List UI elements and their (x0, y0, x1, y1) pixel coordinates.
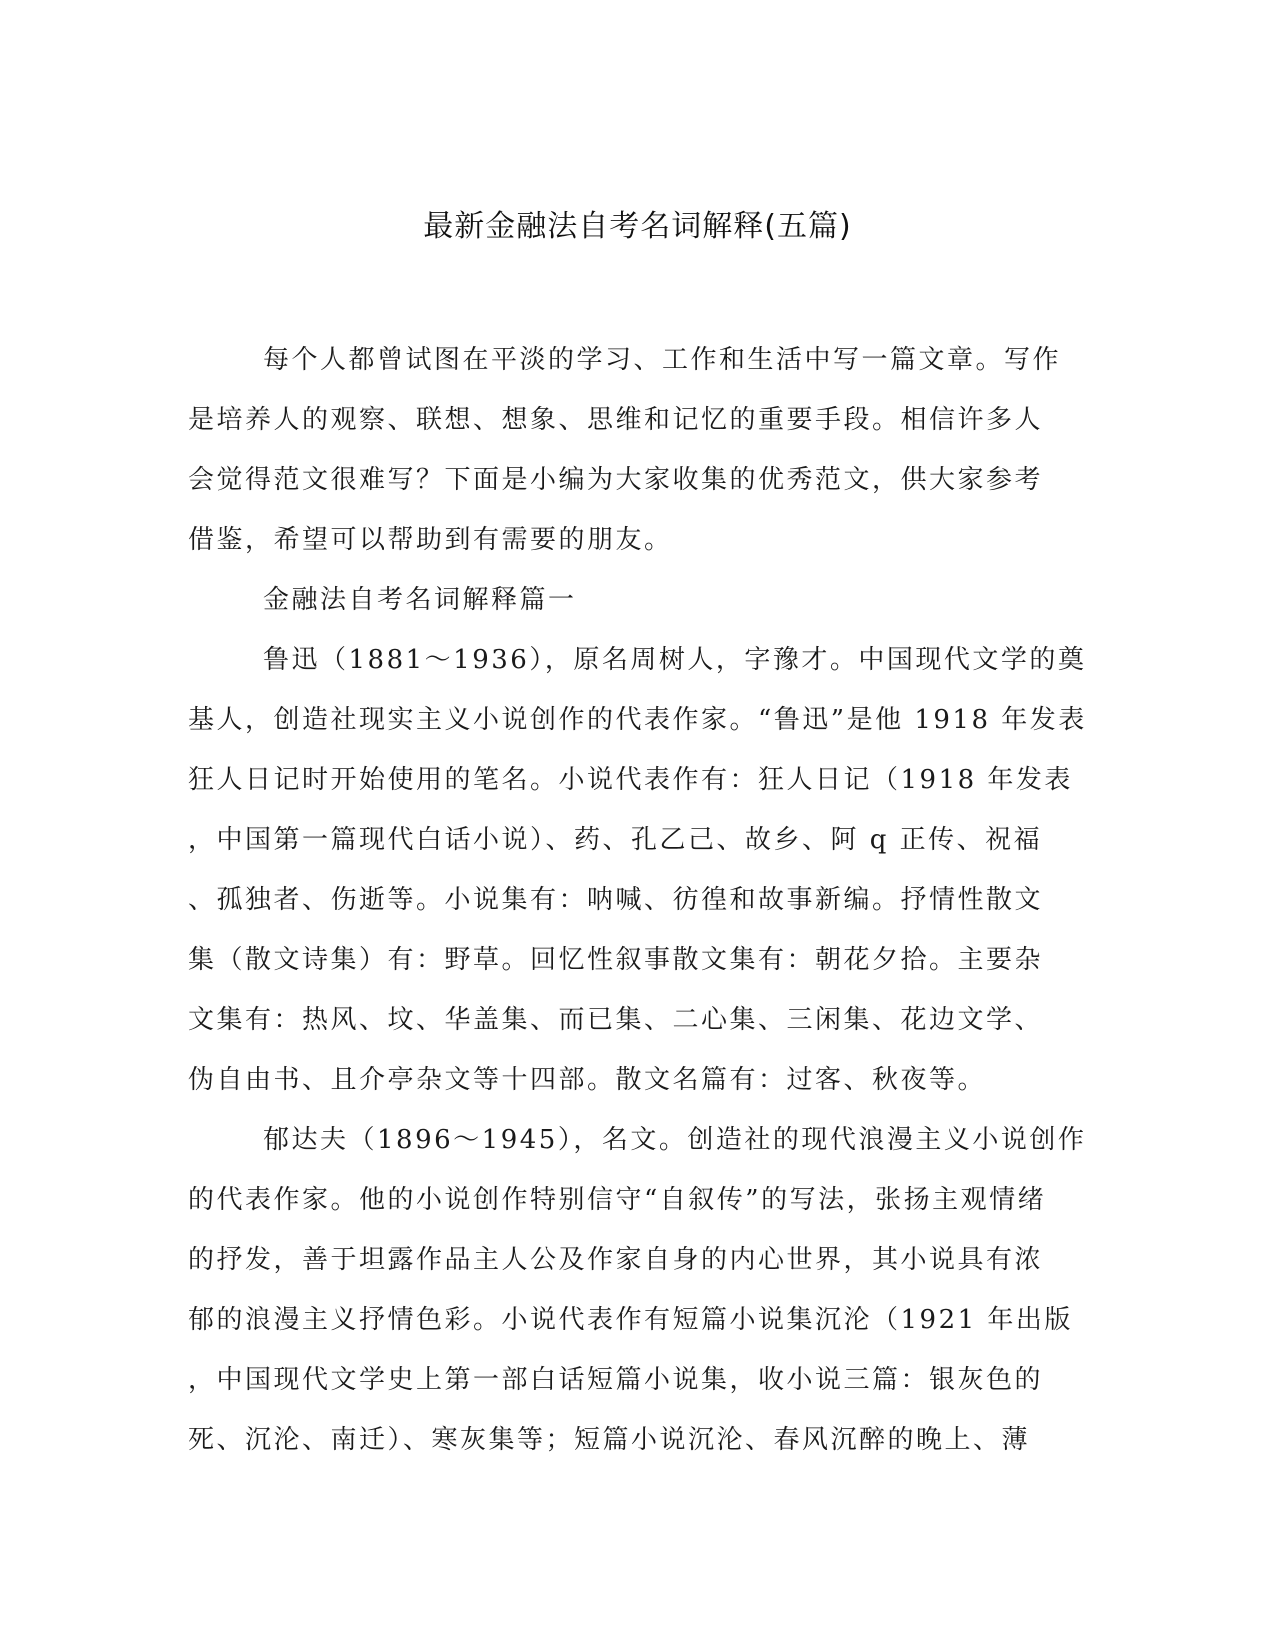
text-line: 每个人都曾试图在平淡的学习、工作和生活中写一篇文章。写作 (263, 345, 1062, 375)
text-line: 、孤独者、伤逝等。小说集有：呐喊、彷徨和故事新编。抒情性散文 (188, 885, 1044, 915)
text-line: 伪自由书、且介亭杂文等十四部。散文名篇有：过客、秋夜等。 (188, 1065, 987, 1095)
text-line: 基人，创造社现实主义小说创作的代表作家。“鲁迅”是他 1918 年发表 (188, 705, 1087, 735)
text-line: 文集有：热风、坟、华盖集、而已集、二心集、三闲集、花边文学、 (188, 1005, 1044, 1035)
text-line: ，中国第一篇现代白话小说）、药、孔乙己、故乡、阿 q 正传、祝福 (188, 825, 1043, 855)
text-line: 的抒发，善于坦露作品主人公及作家自身的内心世界，其小说具有浓 (188, 1245, 1044, 1275)
text-line: 郁的浪漫主义抒情色彩。小说代表作有短篇小说集沉沦（1921 年出版 (188, 1305, 1073, 1335)
text-line: 金融法自考名词解释篇一 (263, 585, 577, 615)
text-line: 借鉴，希望可以帮助到有需要的朋友。 (188, 525, 673, 555)
text-line: ，中国现代文学史上第一部白话短篇小说集，收小说三篇：银灰色的 (188, 1365, 1044, 1395)
document-title: 最新金融法自考名词解释(五篇) (423, 209, 852, 244)
text-line: 会觉得范文很难写？下面是小编为大家收集的优秀范文，供大家参考 (188, 465, 1044, 495)
text-line: 死、沉沦、南迁）、寒灰集等；短篇小说沉沦、春风沉醉的晚上、薄 (188, 1425, 1031, 1455)
text-line: 的代表作家。他的小说创作特别信守“自叙传”的写法，张扬主观情绪 (188, 1185, 1047, 1215)
document-body (188, 330, 1087, 1470)
text-line: 是培养人的观察、联想、想象、思维和记忆的重要手段。相信许多人 (188, 405, 1044, 435)
text-line: 狂人日记时开始使用的笔名。小说代表作有：狂人日记（1918 年发表 (188, 765, 1073, 795)
text-line: 郁达夫（1896～1945），名文。创造社的现代浪漫主义小说创作 (263, 1125, 1087, 1155)
text-line: 集（散文诗集）有：野草。回忆性叙事散文集有：朝花夕拾。主要杂 (188, 945, 1044, 975)
text-line: 鲁迅（1881～1936），原名周树人，字豫才。中国现代文学的奠 (263, 645, 1087, 675)
